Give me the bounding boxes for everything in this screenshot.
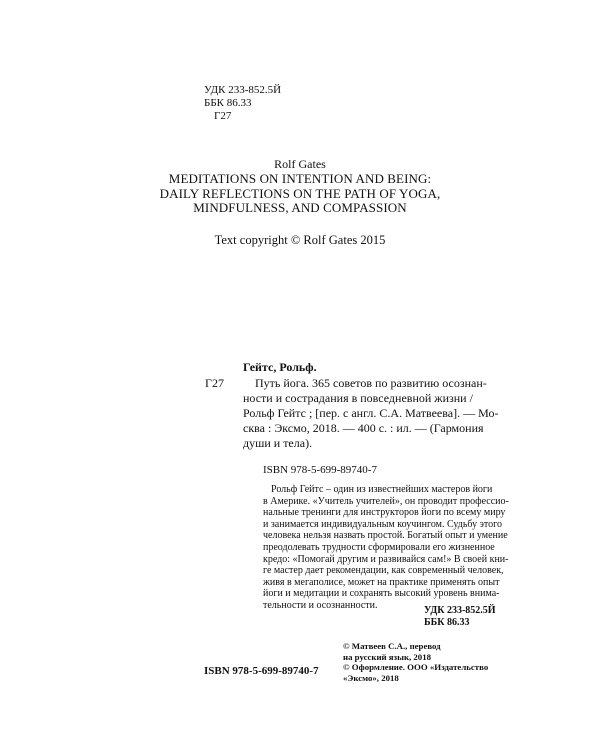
catalog-line: ности и сострадания в повседневной жизни / bbox=[243, 391, 473, 405]
footer-copyright bbox=[343, 641, 488, 683]
footer-isbn: ISBN 978-5-699-89740-7 bbox=[204, 665, 319, 677]
footer-copyright-line: © Оформление. ООО «Издательство bbox=[343, 662, 489, 672]
original-title-line: MINDFULNESS, AND COMPASSION bbox=[193, 200, 407, 215]
catalog-line: души и тела). bbox=[243, 436, 313, 450]
annotation-line: йоги и медитации и сохранять высокий уровень внима- bbox=[263, 588, 500, 600]
footer-copyright-line: на русский язык, 2018 bbox=[343, 651, 432, 662]
annotation-line: ге мастер дает рекомендации, как современный человек, bbox=[263, 565, 504, 577]
udk-code: УДК 233-852.5Й bbox=[204, 84, 282, 96]
footer-copyright-line: «Эксмо», 2018 bbox=[343, 672, 399, 683]
catalog-code: Г27 bbox=[205, 376, 224, 390]
annotation-line: Рольф Гейтс – один из известнейших мастеров йоги bbox=[271, 484, 493, 495]
catalog-line: сква : Эксмо, 2018. — 400 с. : ил. — (Гармония bbox=[243, 421, 484, 435]
footer-copyright-line: © Матвеев С.А., перевод bbox=[343, 641, 441, 651]
footer-bbk: ББК 86.33 bbox=[424, 617, 470, 628]
footer-udk: УДК 233-852.5Й bbox=[424, 605, 496, 616]
annotation-line: и занимается индивидуальным коучингом. Судьбу этого bbox=[263, 518, 502, 530]
annotation bbox=[263, 484, 509, 612]
catalog-line: Путь йога. 365 советов по развитию осознан- bbox=[255, 376, 487, 390]
annotation-line: человека нельзя назвать простой. Богатый опыт и умение bbox=[263, 530, 508, 542]
author-sign-code: Г27 bbox=[214, 110, 232, 122]
annotation-line: тельности и осознанности. bbox=[263, 599, 378, 611]
catalog-description bbox=[243, 376, 499, 451]
annotation-line: нальные тренинги для инструкторов йоги по всему миру bbox=[263, 507, 506, 519]
bbk-code: ББК 86.33 bbox=[204, 97, 252, 109]
annotation-line: кредо: «Помогай другим и развивайся сам!» В своей кни- bbox=[263, 553, 509, 565]
catalog-line: Рольф Гейтс ; [пер. с англ. С.А. Матвеева]. — Мо- bbox=[243, 406, 499, 420]
original-copyright: Text copyright © Rolf Gates 2015 bbox=[214, 233, 386, 247]
original-title-line: MEDITATIONS ON INTENTION AND BEING: bbox=[168, 171, 432, 186]
catalog-author: Гейтс, Рольф. bbox=[243, 360, 317, 374]
original-author: Rolf Gates bbox=[274, 157, 326, 171]
original-title bbox=[0, 172, 600, 216]
original-title-line: DAILY REFLECTIONS ON THE PATH OF YOGA, bbox=[159, 185, 441, 201]
annotation-line: в Америке. «Учитель учителей», он проводит профессио- bbox=[263, 495, 509, 507]
footer-classification bbox=[424, 605, 496, 629]
annotation-line: преодолевать трудности сформировали его жизненное bbox=[263, 541, 495, 553]
annotation-line: живя в мегаполисе, может на практике применять опыт bbox=[263, 576, 500, 588]
catalog-isbn: ISBN 978-5-699-89740-7 bbox=[263, 464, 377, 476]
